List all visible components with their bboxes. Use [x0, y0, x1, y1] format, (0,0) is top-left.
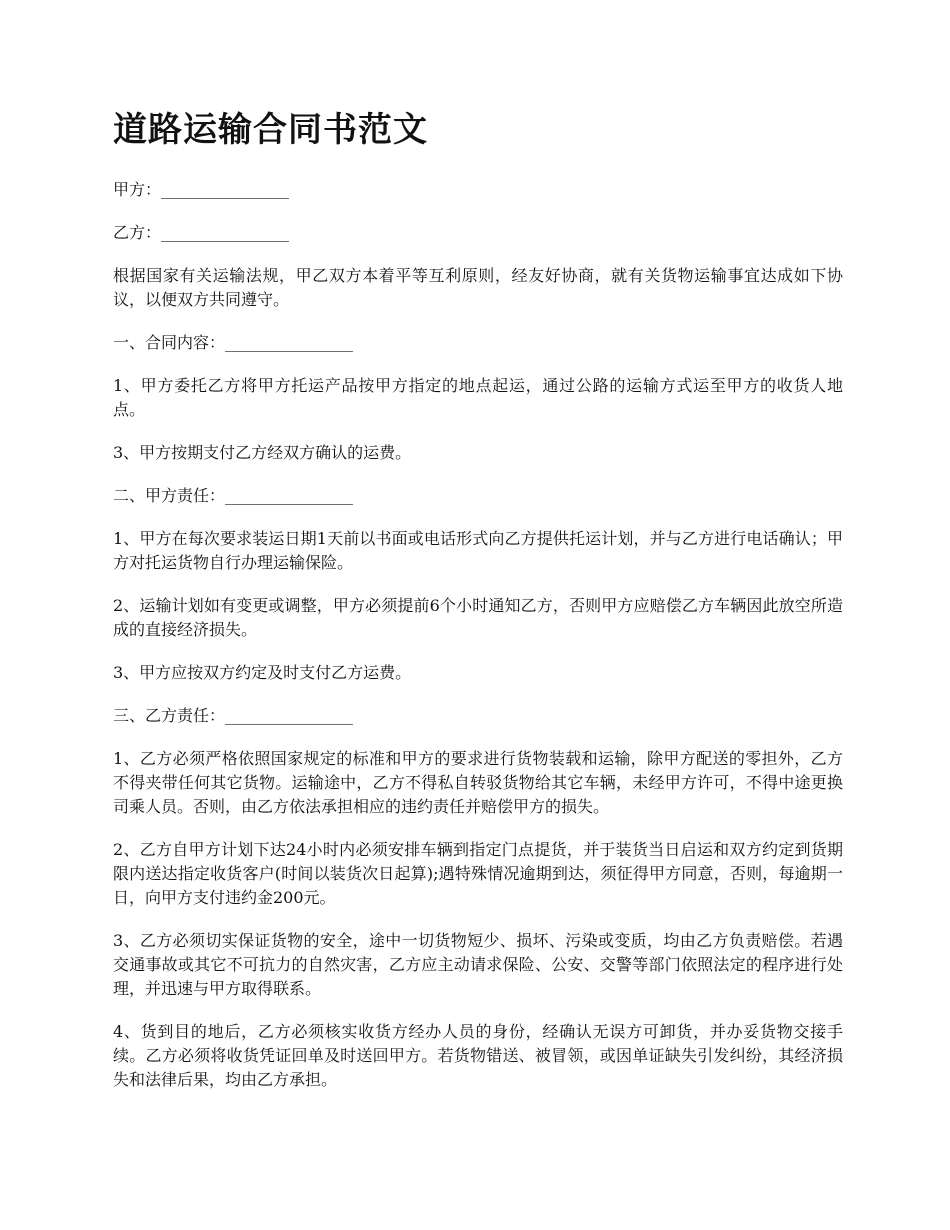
document-title: 道路运输合同书范文: [113, 110, 428, 150]
party-a-duty-2: 2、运输计划如有变更或调整，甲方必须提前6个小时通知乙方，否则甲方应赔偿乙方车辆因此放空所造成的直接经济损失。: [113, 596, 843, 640]
section-heading-contract-content: 一、合同内容：________________: [113, 333, 354, 353]
contract-content-clause-1: 1、甲方委托乙方将甲方托运产品按甲方指定的地点起运，通过公路的运输方式运至甲方的收货人地点。: [113, 376, 843, 420]
party-a-duty-1: 1、甲方在每次要求装运日期1天前以书面或电话形式向乙方提供托运计划，并与乙方进行电话确认；甲方对托运货物自行办理运输保险。: [113, 529, 843, 573]
document-page: [113, 108, 843, 1111]
section-heading-party-b-duties: 三、乙方责任：________________: [113, 706, 354, 726]
party-b-duty-3: 3、乙方必须切实保证货物的安全，途中一切货物短少、损坏、污染或变质，均由乙方负责赔偿。若遇交通事故或其它不可抗力的自然灾害，乙方应主动请求保险、公安、交警等部门依照法定的程序进行处理，并迅速与甲方取得联系。: [113, 931, 843, 999]
party-a-duty-3: 3、甲方应按双方约定及时支付乙方运费。: [113, 663, 412, 683]
party-b-duty-2: 2、乙方自甲方计划下达24小时内必须安排车辆到指定门点提货，并于装货当日启运和双方约定到货期限内送达指定收货客户(时间以装货次日起算);遇特殊情况逾期到达，须征得甲方同意，否则，每逾期一日，向甲方支付违约金200元。: [113, 840, 843, 908]
party-b-line: 乙方：________________: [113, 223, 290, 243]
party-b-duty-4: 4、货到目的地后，乙方必须核实收货方经办人员的身份，经确认无误方可卸货，并办妥货物交接手续。乙方必须将收货凭证回单及时送回甲方。若货物错送、被冒领，或因单证缺失引发纠纷，其经济损失和法律后果，均由乙方承担。: [113, 1022, 843, 1090]
section-heading-party-a-duties: 二、甲方责任：________________: [113, 486, 354, 506]
contract-content-clause-3: 3、甲方按期支付乙方经双方确认的运费。: [113, 443, 412, 463]
preamble-paragraph: 根据国家有关运输法规，甲乙双方本着平等互利原则，经友好协商，就有关货物运输事宜达成如下协议，以便双方共同遵守。: [113, 266, 843, 310]
party-a-line: 甲方：________________: [113, 180, 290, 200]
party-b-duty-1: 1、乙方必须严格依照国家规定的标准和甲方的要求进行货物装载和运输，除甲方配送的零担外，乙方不得夹带任何其它货物。运输途中，乙方不得私自转驳货物给其它车辆，未经甲方许可，不得中途更换司乘人员。否则，由乙方依法承担相应的违约责任并赔偿甲方的损失。: [113, 749, 843, 817]
